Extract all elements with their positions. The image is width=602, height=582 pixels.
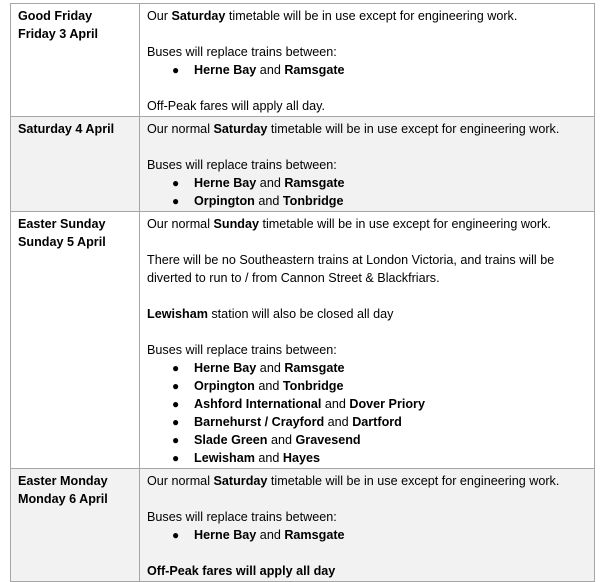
list-item: ● Slade Green and Gravesend [172, 433, 361, 447]
bullet-icon: ● [172, 379, 180, 393]
details-cell [140, 4, 595, 117]
list-item: ● Orpington and Tonbridge [172, 194, 344, 208]
day-date: Friday 3 April [18, 27, 99, 41]
buses-intro: Buses will replace trains between: [147, 510, 337, 524]
route-list [147, 359, 590, 467]
list-item: ● Herne Bay and Ramsgate [172, 528, 345, 542]
day-cell [11, 117, 140, 212]
table-row [11, 117, 595, 212]
timetable-note: Our normal Sunday timetable will be in use except for engineering work. [147, 217, 551, 231]
bullet-icon: ● [172, 176, 180, 190]
fares-note: Off-Peak fares will apply all day [147, 564, 336, 578]
route-list [147, 174, 590, 210]
bullet-icon: ● [172, 433, 180, 447]
route-list [147, 61, 590, 79]
route-list [147, 526, 590, 544]
bullet-icon: ● [172, 361, 180, 375]
bullet-icon: ● [172, 528, 180, 542]
buses-intro: Buses will replace trains between: [147, 158, 337, 172]
timetable-note: Our Saturday timetable will be in use except for engineering work. [147, 9, 518, 23]
bullet-icon: ● [172, 397, 180, 411]
buses-intro: Buses will replace trains between: [147, 343, 337, 357]
details-cell [140, 212, 595, 469]
buses-intro: Buses will replace trains between: [147, 45, 337, 59]
details-cell [140, 469, 595, 582]
fares-note: Off-Peak fares will apply all day. [147, 99, 326, 113]
bullet-icon: ● [172, 63, 180, 77]
lewisham-note: Lewisham station will also be closed all day [147, 307, 394, 321]
list-item: ● Lewisham and Hayes [172, 451, 321, 465]
table-row [11, 212, 595, 469]
list-item: ● Barnehurst / Crayford and Dartford [172, 415, 402, 429]
table-row [11, 4, 595, 117]
list-item: ● Herne Bay and Ramsgate [172, 63, 345, 77]
day-name: Easter Sunday [18, 217, 106, 231]
day-name: Good Friday [18, 9, 93, 23]
victoria-note: There will be no Southeastern trains at London Victoria, and trains will be diverted to run to / from Cannon Street & Blackfriars. [147, 253, 555, 285]
day-name: Saturday 4 April [18, 122, 115, 136]
day-date: Monday 6 April [18, 492, 108, 506]
engineering-works-table [10, 3, 595, 582]
list-item: ● Ashford International and Dover Priory [172, 397, 425, 411]
list-item: ● Herne Bay and Ramsgate [172, 361, 345, 375]
details-cell [140, 117, 595, 212]
day-name: Easter Monday [18, 474, 108, 488]
bullet-icon: ● [172, 415, 180, 429]
day-cell [11, 469, 140, 582]
timetable-note: Our normal Saturday timetable will be in use except for engineering work. [147, 474, 560, 488]
day-cell [11, 4, 140, 117]
list-item: ● Herne Bay and Ramsgate [172, 176, 345, 190]
bullet-icon: ● [172, 451, 180, 465]
table-row [11, 469, 595, 582]
bullet-icon: ● [172, 194, 180, 208]
day-date: Sunday 5 April [18, 235, 106, 249]
day-cell [11, 212, 140, 469]
list-item: ● Orpington and Tonbridge [172, 379, 344, 393]
timetable-note: Our normal Saturday timetable will be in use except for engineering work. [147, 122, 560, 136]
